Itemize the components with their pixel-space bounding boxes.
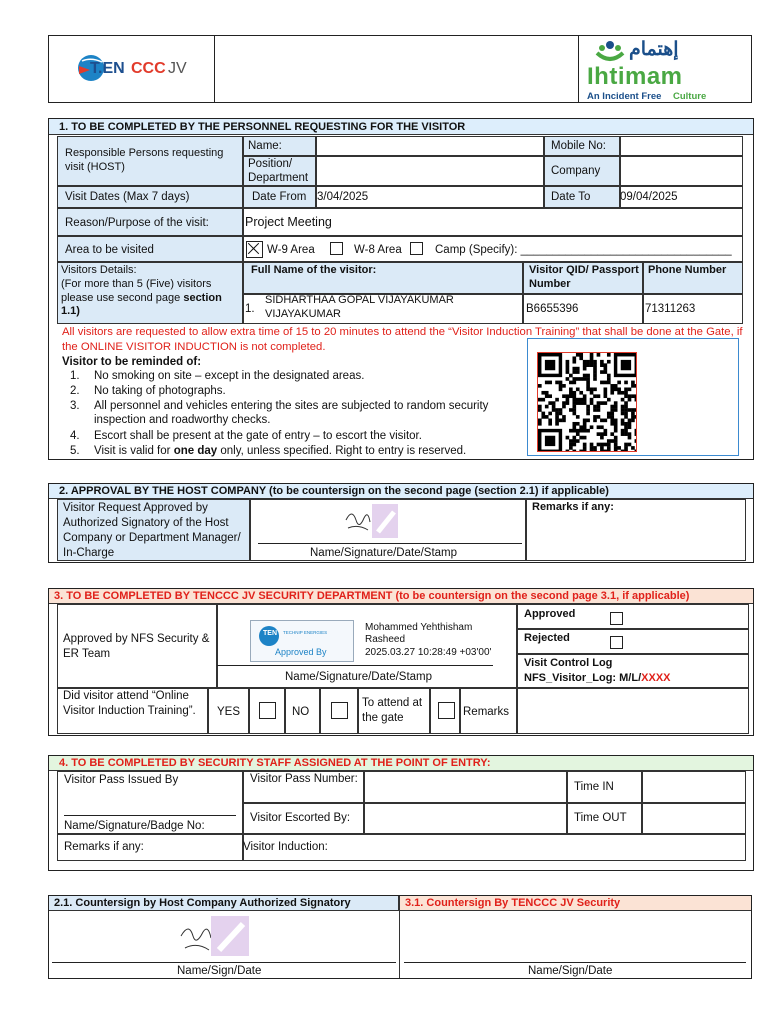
- qr-code-icon[interactable]: [537, 352, 637, 452]
- reason-value: Project Meeting: [245, 215, 332, 229]
- camp-label: Camp (Specify): _________________________________: [435, 244, 732, 256]
- rule-2-text: No taking of photographs.: [94, 385, 226, 397]
- countersign-signature-icon: [175, 914, 251, 958]
- nfs-approval-label: Approved by NFS Security & ER Team: [63, 633, 210, 660]
- visitor-induction-label: Visitor Induction:: [243, 841, 328, 853]
- rule-5-text-c: only, unless specified. Right to entry is reserved.: [217, 445, 467, 457]
- no-checkbox[interactable]: [331, 702, 348, 719]
- rule-3-text: All personnel and vehicles entering the sites are subjected to random security inspection and roadworthy checks.: [94, 400, 489, 427]
- company-field[interactable]: [620, 156, 743, 186]
- security-countersign-title: 3.1. Countersign By TENCCC JV Security: [405, 897, 621, 909]
- yes-label: YES: [217, 706, 241, 718]
- name-field[interactable]: [316, 136, 544, 156]
- host-countersign-caption: Name/Sign/Date: [177, 965, 262, 977]
- date-from-label: Date From: [252, 191, 307, 203]
- rule-5-text: [94, 444, 466, 458]
- host-approval-label: Visitor Request Approved by Authorized Signatory of the Host Company or Department Manager/ In-Charge: [63, 502, 241, 559]
- section1-title: 1. TO BE COMPLETED BY THE PERSONNEL REQUESTING FOR THE VISITOR: [59, 121, 466, 133]
- tenccc-logo: [72, 52, 202, 86]
- visit-dates-label: Visit Dates (Max 7 days): [65, 191, 190, 203]
- logo-ccc: CCC: [131, 60, 166, 77]
- col-qid: Visitor QID/ Passport Number: [529, 264, 639, 290]
- nfs-signature-line: [217, 665, 493, 666]
- reminder-rules: [70, 369, 530, 459]
- host-countersign-line: [52, 962, 396, 963]
- section2-title: 2. APPROVAL BY THE HOST COMPANY (to be countersign on the second page (section 2.1) if applicable): [59, 485, 609, 497]
- pass-issued-line: [64, 815, 236, 816]
- rule-2-num: 2.: [70, 385, 80, 397]
- w8-area-checkbox[interactable]: [330, 242, 343, 255]
- rule-3-num: 3.: [70, 400, 80, 412]
- remarks-label: Remarks: [463, 706, 510, 718]
- rule-5-text-a: Visit is valid for: [94, 445, 174, 457]
- signature-scribble-icon: [340, 502, 400, 540]
- ihtimam-hands-icon: [595, 39, 625, 63]
- ihtimam-tagline-a: An Incident Free: [587, 91, 662, 102]
- escorted-by-label: Visitor Escorted By:: [250, 812, 351, 824]
- host-remarks-label: Remarks if any:: [532, 501, 614, 513]
- w8-area-label: W-8 Area: [354, 244, 402, 256]
- visit-log-label: Visit Control Log: [524, 657, 613, 669]
- escorted-by-field[interactable]: [364, 803, 567, 834]
- ihtimam-name: Ihtimam: [587, 63, 683, 90]
- security-countersign-line: [404, 962, 746, 963]
- attend-gate-checkbox[interactable]: [438, 702, 455, 719]
- visitor-index: 1.: [245, 303, 255, 315]
- name-label: Name:: [248, 140, 282, 152]
- time-in-field[interactable]: [642, 771, 746, 803]
- w9-area-checkbox[interactable]: [246, 241, 263, 258]
- approved-label: Approved: [524, 608, 576, 620]
- visitor-phone: 71311263: [645, 303, 696, 315]
- visit-log-prefix: NFS_Visitor_Log: M/L/: [524, 672, 642, 684]
- no-label: NO: [292, 706, 310, 718]
- visit-log-number: XXXX: [641, 672, 671, 684]
- visitors-details-section: section 1.1): [61, 291, 222, 318]
- reminder-title: Visitor to be reminded of:: [62, 356, 202, 368]
- time-out-label: Time OUT: [574, 812, 627, 824]
- ihtimam-tagline-b: Culture: [673, 91, 707, 102]
- time-out-field[interactable]: [642, 803, 746, 834]
- security-countersign-caption: Name/Sign/Date: [528, 965, 613, 977]
- visit-log-value: [524, 672, 671, 686]
- rule-5-num: 5.: [70, 445, 80, 457]
- position-field[interactable]: [316, 156, 544, 186]
- digital-stamp: [250, 620, 354, 662]
- pass-number-field[interactable]: [364, 771, 567, 803]
- remarks-field[interactable]: [517, 688, 749, 734]
- header-divider-1: [214, 35, 215, 103]
- attend-gate-label: To attend at the gate: [362, 697, 423, 724]
- date-from-value: 3/04/2025: [317, 191, 369, 203]
- position-label: Position/ Department: [248, 158, 309, 185]
- company-label: Company: [551, 165, 601, 177]
- name-sig-badge-label: Name/Signature/Badge No:: [64, 820, 205, 832]
- host-label: Responsible Persons requesting visit (HOST): [65, 147, 224, 173]
- section4-title: 4. TO BE COMPLETED BY SECURITY STAFF ASSIGNED AT THE POINT OF ENTRY:: [59, 757, 491, 769]
- area-label: Area to be visited: [65, 244, 154, 256]
- logo-jv: JV: [168, 60, 187, 77]
- logo-ten: T.EN: [90, 60, 125, 77]
- host-countersign-title: 2.1. Countersign by Host Company Authorized Signatory: [54, 897, 351, 909]
- host-signature-caption: Name/Signature/Date/Stamp: [310, 547, 458, 559]
- reason-label: Reason/Purpose of the visit:: [65, 217, 209, 229]
- col-full-name: Full Name of the visitor:: [251, 264, 377, 276]
- rule-1-text: No smoking on site – except in the designated areas.: [94, 370, 365, 382]
- mobile-label: Mobile No:: [551, 140, 606, 152]
- visitors-details-text: [61, 264, 243, 319]
- ihtimam-arabic: إهتمام: [629, 39, 679, 60]
- pass-issued-label: Visitor Pass Issued By: [64, 774, 179, 786]
- rejected-label: Rejected: [524, 632, 570, 644]
- header-divider-2: [578, 35, 579, 103]
- time-in-label: Time IN: [574, 781, 614, 793]
- stamp-company: TECHNIP ENERGIES: [283, 630, 328, 635]
- camp-checkbox[interactable]: [410, 242, 423, 255]
- rule-5-text-b: one day: [173, 445, 218, 457]
- visitor-qid: B6655396: [526, 303, 579, 315]
- stamp-approved: Approved By: [275, 647, 327, 657]
- visitors-details-label: Visitors Details:: [61, 264, 137, 276]
- rule-4-text: Escort shall be present at the gate of entry – to escort the visitor.: [94, 430, 422, 442]
- rule-4-num: 4.: [70, 430, 80, 442]
- approved-checkbox[interactable]: [610, 612, 623, 625]
- visitors-details-note: (For more than 5 (Five) visitors please use second page: [61, 277, 212, 304]
- signer-date: 2025.03.27 10:28:49 +03'00': [365, 647, 492, 658]
- col-phone: Phone Number: [648, 264, 727, 276]
- nfs-signature-caption: Name/Signature/Date/Stamp: [285, 671, 433, 683]
- security-countersign-area[interactable]: [400, 911, 751, 963]
- pass-number-label: Visitor Pass Number:: [250, 773, 358, 785]
- sec4-remarks-label: Remarks if any:: [64, 841, 144, 853]
- signer-name: Mohammed Yehthisham Rasheed: [365, 622, 473, 645]
- rejected-checkbox[interactable]: [610, 636, 623, 649]
- induction-question: Did visitor attend “Online Visitor Induction Training”.: [63, 690, 196, 717]
- yes-checkbox[interactable]: [259, 702, 276, 719]
- w9-area-label: W-9 Area: [267, 244, 315, 256]
- stamp-logo-text: TEN: [263, 630, 277, 637]
- visitor-name: SIDHARTHAA GOPAL VIJAYAKUMAR VIJAYAKUMAR: [265, 294, 454, 320]
- rule-1-num: 1.: [70, 370, 80, 382]
- date-to-label: Date To: [551, 191, 591, 203]
- section3-title: 3. TO BE COMPLETED BY TENCCC JV SECURITY DEPARTMENT (to be countersign on the second page 3.1, if applicable): [54, 590, 690, 602]
- host-signature-line: [258, 543, 522, 544]
- date-to-value: 09/04/2025: [620, 191, 678, 203]
- mobile-field[interactable]: [620, 136, 743, 156]
- ihtimam-logo: [585, 38, 719, 100]
- induction-notice: All visitors are requested to allow extra time of 15 to 20 minutes to attend the “Visitor Induction Training” that shall be done at the Gate, if the ONLINE VISITOR INDUCTION is not completed.: [62, 326, 743, 353]
